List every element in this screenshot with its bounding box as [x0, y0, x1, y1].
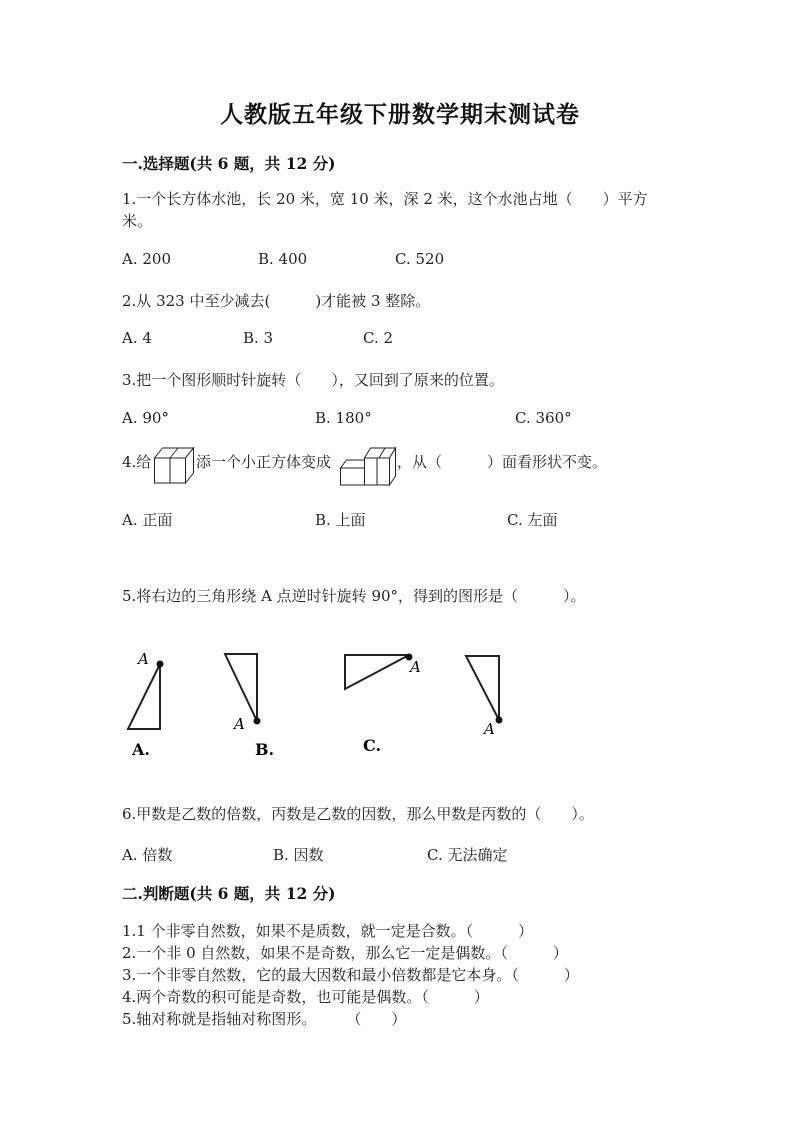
- question-6-text: 6.甲数是乙数的倍数，丙数是乙数的因数，那么甲数是丙数的（ ）。: [122, 805, 594, 823]
- judgment-item-4[interactable]: 4.两个奇数的积可能是奇数，也可能是偶数。（ ）: [122, 988, 489, 1006]
- question-4-option-a[interactable]: A. 正面: [122, 511, 173, 529]
- question-1-line1: 1.一个长方体水池，长 20 米，宽 10 米，深 2 米，这个水池占地（ ）平方: [122, 190, 648, 208]
- question-6-option-b[interactable]: B. 因数: [273, 846, 324, 864]
- question-1-line2: 米。: [122, 212, 153, 230]
- three-cube-figure: [340, 444, 396, 486]
- question-3-text: 3.把一个图形顺时针旋转（ ），又回到了原来的位置。: [122, 371, 504, 389]
- judgment-item-1[interactable]: 1.1 个非零自然数，如果不是质数，就一定是合数。（ ）: [122, 922, 534, 940]
- question-3-option-c[interactable]: C. 360°: [515, 409, 572, 427]
- judgment-item-2[interactable]: 2.一个非 0 自然数，如果不是奇数，那么它一定是偶数。（ ）: [122, 944, 568, 962]
- question-6-option-a[interactable]: A. 倍数: [122, 846, 173, 864]
- question-4-text-part3: ，从（ ）面看形状不变。: [397, 453, 608, 471]
- figure-option-c-label: C.: [363, 736, 382, 755]
- question-1-option-a[interactable]: A. 200: [122, 250, 171, 268]
- section-heading-choice: 一.选择题(共 6 题，共 12 分): [122, 154, 336, 173]
- question-1-option-b[interactable]: B. 400: [258, 250, 308, 268]
- question-3-option-b[interactable]: B. 180°: [315, 409, 372, 427]
- point-a-label: A: [484, 720, 495, 738]
- triangle-original-figure: [460, 645, 520, 760]
- question-4-text-part1: 4.给: [122, 453, 152, 471]
- triangle-option-b-figure[interactable]: [220, 645, 280, 760]
- figure-option-a-label: A.: [132, 740, 150, 759]
- question-3-option-a[interactable]: A. 90°: [122, 409, 169, 427]
- question-2-option-c[interactable]: C. 2: [363, 329, 394, 347]
- judgment-item-5[interactable]: 5.轴对称就是指轴对称图形。 （ ）: [122, 1010, 407, 1028]
- question-1-option-c[interactable]: C. 520: [395, 250, 445, 268]
- question-5-text: 5.将右边的三角形绕 A 点逆时针旋转 90°，得到的图形是（ ）。: [122, 587, 586, 605]
- question-4-text-part2: 添一个小正方体变成: [196, 453, 332, 471]
- point-a-label: A: [234, 715, 245, 733]
- question-4-option-c[interactable]: C. 左面: [507, 511, 558, 529]
- question-6-option-c[interactable]: C. 无法确定: [427, 846, 508, 864]
- point-a-label: A: [138, 650, 149, 668]
- figure-option-b-label: B.: [255, 740, 275, 759]
- judgment-item-3[interactable]: 3.一个非零自然数，它的最大因数和最小倍数都是它本身。（ ）: [122, 966, 579, 984]
- section-heading-judgment: 二.判断题(共 6 题，共 12 分): [122, 884, 336, 903]
- question-2-option-a[interactable]: A. 4: [122, 329, 152, 347]
- page-title: 人教版五年级下册数学期末测试卷: [220, 101, 580, 128]
- question-2-option-b[interactable]: B. 3: [243, 329, 274, 347]
- two-cube-figure: [154, 444, 194, 486]
- triangle-option-a-figure[interactable]: [120, 645, 180, 760]
- question-4-option-b[interactable]: B. 上面: [315, 511, 366, 529]
- point-a-label: A: [410, 658, 421, 676]
- question-2-text: 2.从 323 中至少减去( )才能被 3 整除。: [122, 292, 431, 310]
- triangle-option-c-figure[interactable]: [335, 645, 435, 760]
